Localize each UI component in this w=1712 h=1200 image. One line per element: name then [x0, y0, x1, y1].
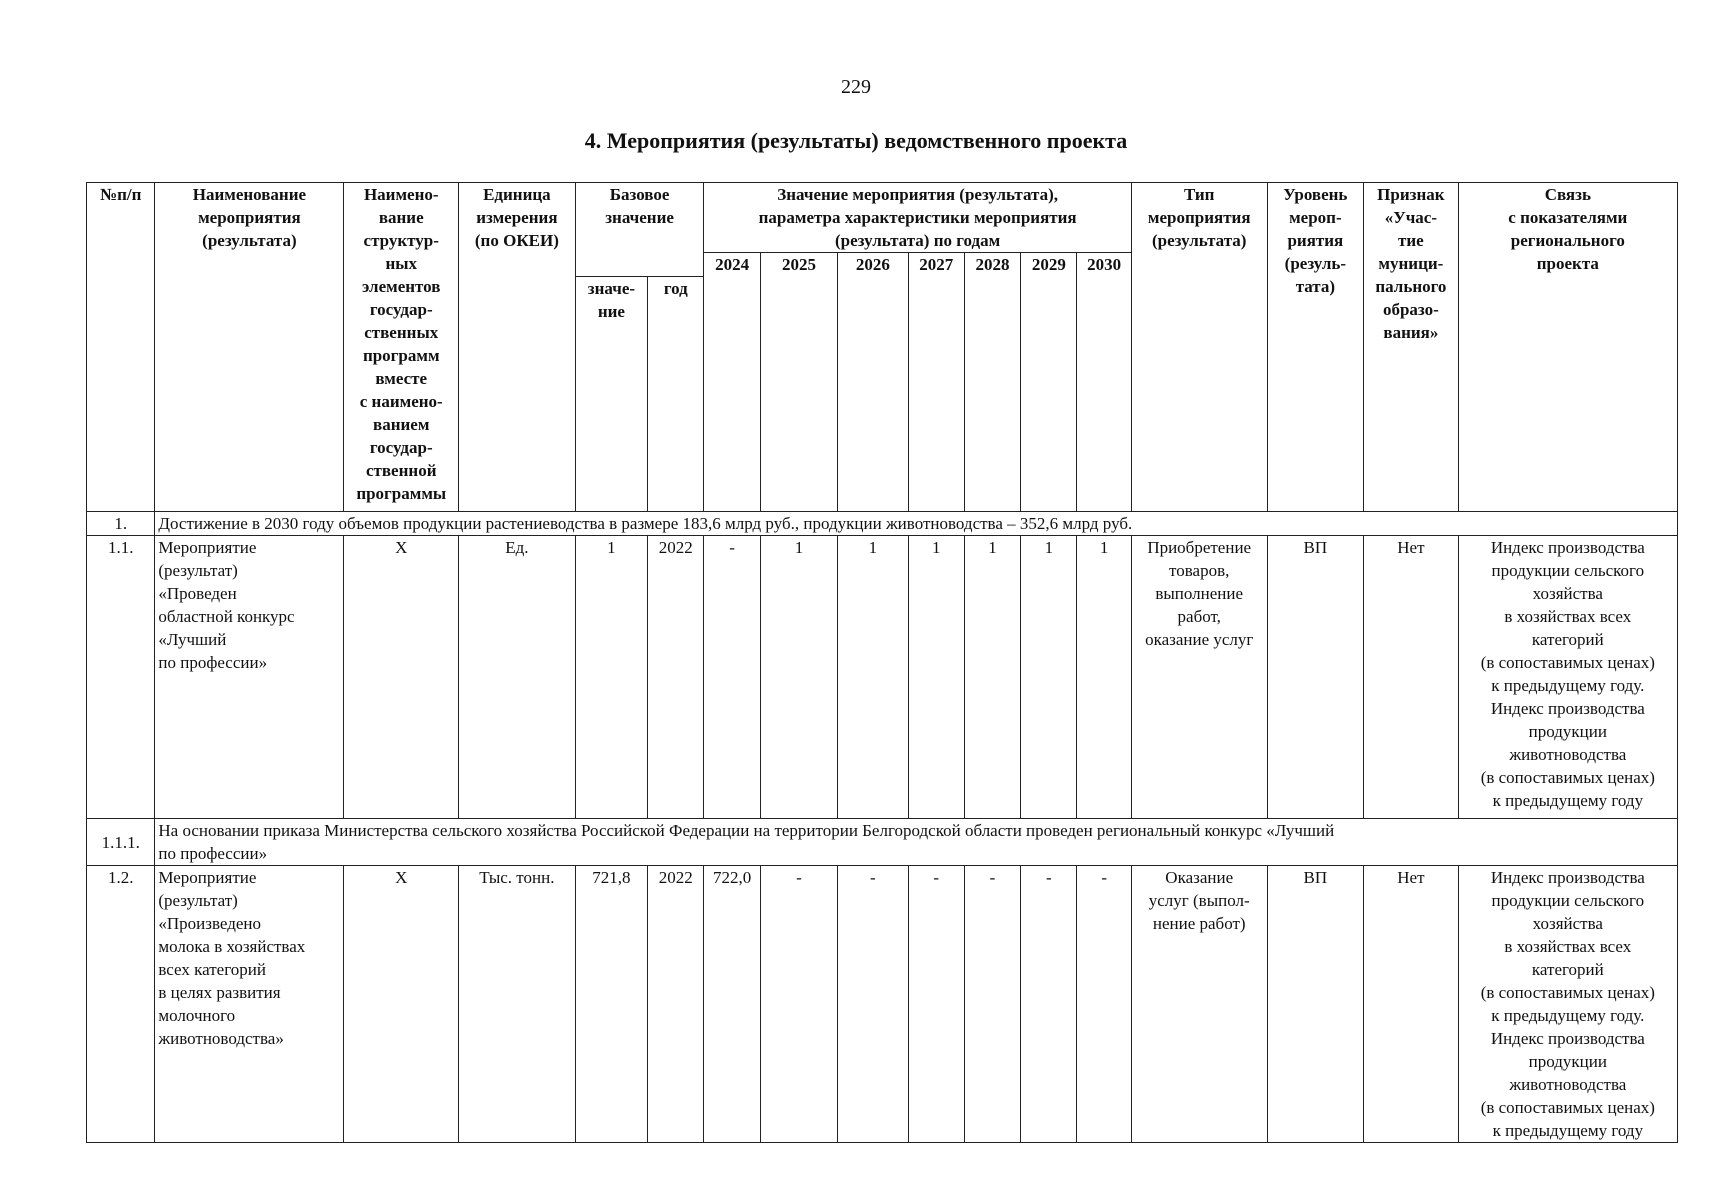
- row-1-2-base-value: 721,8: [575, 866, 647, 1143]
- row-1-1-name: Мероприятие (результат) «Проведен областной конкурс «Лучший по профессии»: [155, 536, 344, 819]
- table-row-1-2: [87, 866, 1678, 1143]
- row-1-1-link: Индекс производства продукции сельского хозяйства в хозяйствах всех категорий (в сопоставимых ценах) к предыдущему году. Индекс производства продукции животноводства (в сопоставимых ценах) к предыдущему году: [1458, 536, 1677, 819]
- header-year-2027: 2027: [908, 253, 964, 512]
- goal-num: 1.: [87, 512, 155, 536]
- row-1-1-value-2024: -: [704, 536, 760, 819]
- header-year-2026: 2026: [838, 253, 908, 512]
- row-1-2-num: 1.2.: [87, 866, 155, 1143]
- row-1-1-structural: Х: [344, 536, 459, 819]
- header-unit: Единица измерения (по ОКЕИ): [459, 183, 576, 512]
- header-num: №п/п: [87, 183, 155, 512]
- row-1-2-value-2030: -: [1077, 866, 1131, 1143]
- row-1-1-1-num: 1.1.1.: [87, 819, 155, 866]
- row-1-2-municipal: Нет: [1364, 866, 1459, 1143]
- row-1-1-1-text: На основании приказа Министерства сельского хозяйства Российской Федерации на территории Белгородской области проведен региональный конкурс «Лучший по профессии»: [155, 819, 1678, 866]
- row-1-2-base-year: 2022: [648, 866, 704, 1143]
- measures-table: [86, 182, 1678, 1143]
- header-year-2024: 2024: [704, 253, 760, 512]
- table-row-1-1: [87, 536, 1678, 819]
- row-1-1-value-2028: 1: [964, 536, 1020, 819]
- header-base-value: значе- ние: [575, 277, 647, 512]
- header-year-2028: 2028: [964, 253, 1020, 512]
- row-1-1-num: 1.1.: [87, 536, 155, 819]
- header-municipal: Признак «Учас- тие муници- пального образо- вания»: [1364, 183, 1459, 512]
- row-1-2-value-2026: -: [838, 866, 908, 1143]
- header-name: Наименование мероприятия (результата): [155, 183, 344, 512]
- header-structural: Наимено- вание структур- ных элементов государ- ственных программ вместе с наимено- ванием государ- ственной программы: [344, 183, 459, 512]
- row-1-1-unit: Ед.: [459, 536, 576, 819]
- header-row-top: [87, 183, 1678, 253]
- header-year-2029: 2029: [1021, 253, 1077, 512]
- table-row-goal: [87, 512, 1678, 536]
- row-1-1-municipal: Нет: [1364, 536, 1459, 819]
- header-base: Базовое значение: [575, 183, 704, 277]
- header-link: Связь с показателями регионального проекта: [1458, 183, 1677, 512]
- table-row-1-1-1: [87, 819, 1678, 866]
- header-base-year: год: [648, 277, 704, 512]
- row-1-1-value-2026: 1: [838, 536, 908, 819]
- goal-text: Достижение в 2030 году объемов продукции растениеводства в размере 183,6 млрд руб., продукции животноводства – 352,6 млрд руб.: [155, 512, 1678, 536]
- row-1-2-value-2025: -: [760, 866, 837, 1143]
- row-1-2-value-2028: -: [964, 866, 1020, 1143]
- row-1-2-value-2027: -: [908, 866, 964, 1143]
- row-1-1-level: ВП: [1267, 536, 1364, 819]
- row-1-2-value-2029: -: [1021, 866, 1077, 1143]
- header-year-2025: 2025: [760, 253, 837, 512]
- row-1-1-base-year: 2022: [648, 536, 704, 819]
- row-1-1-value-2025: 1: [760, 536, 837, 819]
- row-1-2-name: Мероприятие (результат) «Произведено молока в хозяйствах всех категорий в целях развития молочного животноводства»: [155, 866, 344, 1143]
- row-1-2-link: Индекс производства продукции сельского хозяйства в хозяйствах всех категорий (в сопоставимых ценах) к предыдущему году. Индекс производства продукции животноводства (в сопоставимых ценах) к предыдущему году: [1458, 866, 1677, 1143]
- row-1-2-type: Оказание услуг (выпол- нение работ): [1131, 866, 1267, 1143]
- row-1-2-unit: Тыс. тонн.: [459, 866, 576, 1143]
- row-1-1-base-value: 1: [575, 536, 647, 819]
- row-1-2-structural: Х: [344, 866, 459, 1143]
- header-type: Тип мероприятия (результата): [1131, 183, 1267, 512]
- header-level: Уровень мероп- риятия (резуль- тата): [1267, 183, 1364, 512]
- document-title: 4. Мероприятия (результаты) ведомственного проекта: [584, 128, 1128, 153]
- row-1-1-value-2030: 1: [1077, 536, 1131, 819]
- header-year-2030: 2030: [1077, 253, 1131, 512]
- row-1-1-type: Приобретение товаров, выполнение работ, оказание услуг: [1131, 536, 1267, 819]
- row-1-1-value-2029: 1: [1021, 536, 1077, 819]
- header-values-group: Значение мероприятия (результата), параметра характеристики мероприятия (результата) по годам: [704, 183, 1131, 253]
- page-number: 229: [841, 76, 871, 98]
- row-1-2-value-2024: 722,0: [704, 866, 760, 1143]
- row-1-2-level: ВП: [1267, 866, 1364, 1143]
- row-1-1-value-2027: 1: [908, 536, 964, 819]
